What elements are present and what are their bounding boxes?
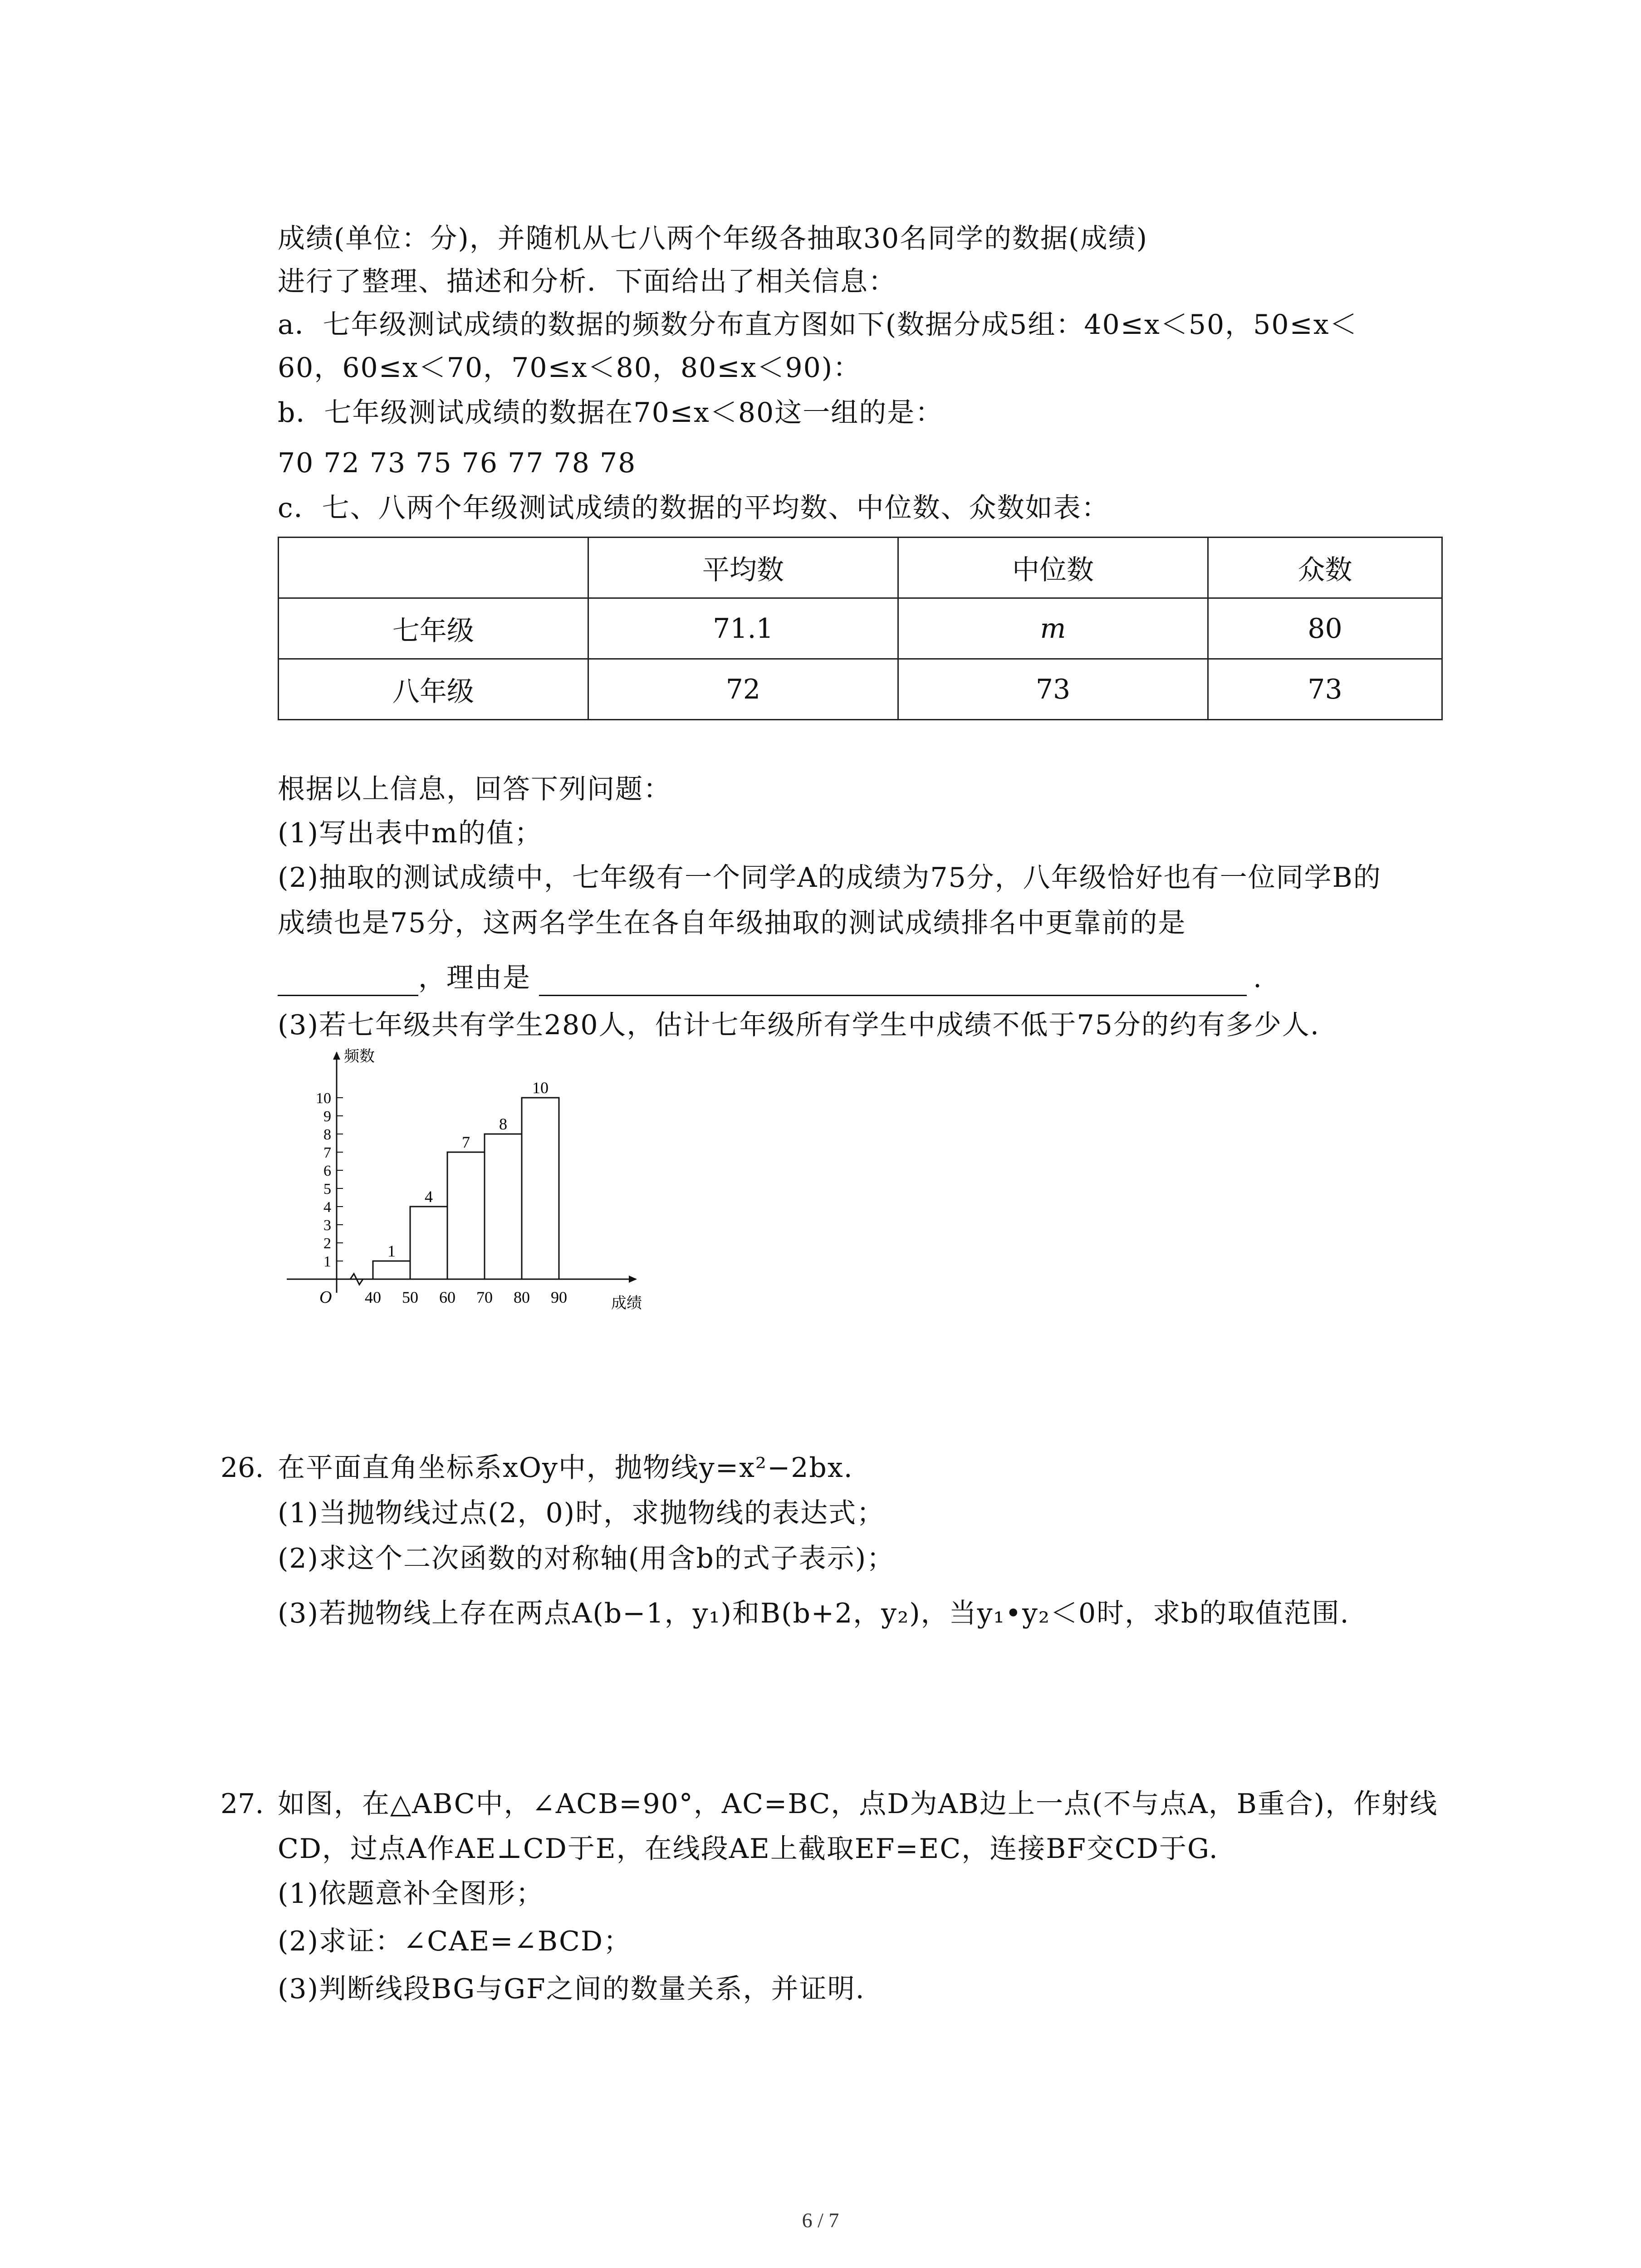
histogram-bar <box>373 1261 410 1279</box>
table-header-row <box>279 538 1442 598</box>
table-cell: 八年级 <box>279 659 588 720</box>
q27-part-1: (1)依题意补全图形； <box>278 1878 544 1910</box>
y-axis-label: 频数 <box>344 1047 375 1066</box>
table-cell: 71.1 <box>588 598 898 659</box>
y-tick-label: 9 <box>323 1108 331 1125</box>
y-tick-label: 7 <box>323 1144 331 1161</box>
histogram-bar <box>522 1098 559 1279</box>
q27-part-3: (3)判断线段BG与GF之间的数量关系，并证明. <box>278 1973 865 2005</box>
x-tick-label: 40 <box>365 1288 381 1306</box>
q27-stem-1: 如图，在△ABC中，∠ACB=90°，AC=BC，点D为AB边上一点(不与点A，B重合)，作射线 <box>278 1788 1438 1820</box>
table-header-cell: 众数 <box>1208 538 1442 598</box>
stats-table <box>278 537 1443 720</box>
table-header-cell: 平均数 <box>588 538 898 598</box>
q25-part-2b: 成绩也是75分，这两名学生在各自年级抽取的测试成绩排名中更靠前的是 <box>278 907 1186 939</box>
q27-number: 27. <box>220 1788 264 1820</box>
q25-part-3: (3)若七年级共有学生280人，估计七年级所有学生中成绩不低于75分的约有多少人. <box>278 1009 1320 1041</box>
table-cell: m <box>898 598 1208 659</box>
table-header-cell <box>279 538 588 598</box>
q26-stem: 在平面直角坐标系xOy中，抛物线y=x²−2bx. <box>278 1452 853 1484</box>
table-row <box>279 659 1442 720</box>
q26-number: 26. <box>220 1452 264 1484</box>
table-cell: 七年级 <box>279 598 588 659</box>
bar-value-label: 4 <box>425 1188 433 1206</box>
intro-line-2: 进行了整理、描述和分析．下面给出了相关信息： <box>278 266 896 298</box>
histogram-bar <box>447 1152 485 1279</box>
y-tick-label: 2 <box>323 1235 331 1252</box>
histogram-chart <box>278 1043 668 1325</box>
x-tick-label: 70 <box>476 1288 493 1306</box>
q26-part-2: (2)求这个二次函数的对称轴(用含b的式子表示)； <box>278 1543 895 1574</box>
intro-line-1: 成绩(单位：分)，并随机从七八两个年级各抽取30名同学的数据(成绩) <box>278 223 1148 254</box>
intro-line-7: c．七、八两个年级测试成绩的数据的平均数、中位数、众数如表： <box>278 492 1110 524</box>
q25-part-2c <box>278 958 1263 996</box>
table-row <box>279 598 1442 659</box>
bar-value-label: 10 <box>532 1079 549 1097</box>
q25-part-1: (1)写出表中m的值； <box>278 817 543 849</box>
table-cell: 80 <box>1208 598 1442 659</box>
y-tick-label: 4 <box>323 1199 331 1216</box>
answer-blank-1[interactable] <box>278 958 418 996</box>
q26-part-1: (1)当抛物线过点(2，0)时，求抛物线的表达式； <box>278 1497 885 1529</box>
histogram-bar <box>410 1207 447 1279</box>
q26-part-3: (3)若抛物线上存在两点A(b−1，y₁)和B(b+2，y₂)，当y₁•y₂＜0时，求b的取值范围. <box>278 1598 1350 1629</box>
y-tick-label: 3 <box>323 1217 331 1234</box>
table-cell: 72 <box>588 659 898 720</box>
q25-part-2a: (2)抽取的测试成绩中，七年级有一个同学A的成绩为75分，八年级恰好也有一位同学B的 <box>278 862 1381 894</box>
intro-line-4: 60，60≤x＜70，70≤x＜80，80≤x＜90)： <box>278 352 862 384</box>
q25-lead: 根据以上信息，回答下列问题： <box>278 773 671 805</box>
page-number: 6 / 7 <box>802 2209 839 2232</box>
reason-label: ，理由是 <box>418 962 531 994</box>
y-tick-label: 8 <box>323 1126 331 1143</box>
origin-label: O <box>319 1288 332 1307</box>
histogram-bar <box>485 1134 522 1279</box>
y-tick-label: 5 <box>323 1181 331 1198</box>
x-tick-label: 90 <box>551 1288 567 1306</box>
y-tick-label: 6 <box>323 1163 331 1179</box>
table-cell: 73 <box>898 659 1208 720</box>
table-cell: 73 <box>1208 659 1442 720</box>
y-tick-label: 1 <box>323 1253 331 1270</box>
intro-line-5: b．七年级测试成绩的数据在70≤x＜80这一组的是： <box>278 397 944 429</box>
q27-part-2: (2)求证：∠CAE=∠BCD； <box>278 1926 632 1957</box>
x-tick-label: 60 <box>439 1288 456 1306</box>
y-tick-label: 10 <box>316 1090 331 1107</box>
bar-value-label: 1 <box>387 1242 396 1260</box>
bar-value-label: 8 <box>499 1115 507 1133</box>
answer-blank-2[interactable] <box>539 958 1247 996</box>
q27-stem-2: CD，过点A作AE⊥CD于E，在线段AE上截取EF=EC，连接BF交CD于G. <box>278 1833 1219 1865</box>
intro-line-3: a．七年级测试成绩的数据的频数分布直方图如下(数据分成5组：40≤x＜50，50≤x＜ <box>278 309 1358 341</box>
intro-line-6: 70 72 73 75 76 77 78 78 <box>278 447 637 479</box>
x-tick-label: 50 <box>402 1288 418 1306</box>
table-header-cell: 中位数 <box>898 538 1208 598</box>
x-axis-label: 成绩 <box>611 1294 642 1312</box>
bar-value-label: 7 <box>462 1133 470 1151</box>
x-tick-label: 80 <box>514 1288 530 1306</box>
sentence-period: . <box>1253 962 1263 994</box>
